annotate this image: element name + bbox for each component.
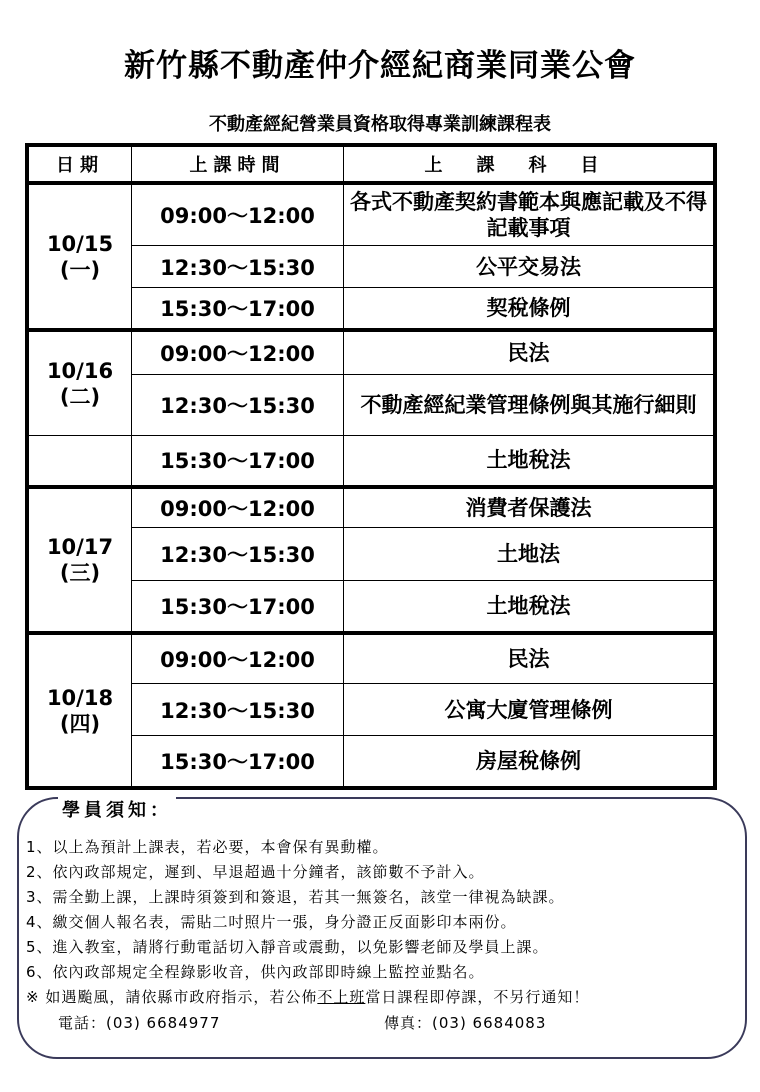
table-row [29,580,714,633]
fax-number: 傳真：(03) 6684083 [384,1014,547,1032]
date-label: 10/16 [46,358,114,383]
notice-item: 6、依內政部規定全程錄影收音，供內政部即時線上監控並點名。 [26,963,485,981]
header-time: 上課時間 [132,147,344,184]
table-row [29,436,714,487]
date-label: 10/17 [46,534,114,559]
header-subject: 上課科目 [344,147,714,184]
table-row [29,527,714,580]
page-subtitle: 不動產經紀營業員資格取得專業訓練課程表 [209,114,551,135]
date-cell [29,183,132,330]
subject-cell: 土地稅法 [344,436,714,487]
time-cell: 15:30～17:00 [132,580,344,633]
subject-cell: 消費者保護法 [344,487,714,528]
table-row [29,246,714,287]
subject-cell: 契稅條例 [344,287,714,330]
time-cell: 09:00～12:00 [132,487,344,528]
subject-cell: 土地稅法 [344,580,714,633]
time-cell: 09:00～12:00 [132,633,344,684]
table-row [29,375,714,436]
typhoon-underlined: 不上班 [317,988,366,1006]
date-label: 10/15 [46,231,114,256]
typhoon-prefix: ※ 如遇颱風，請依縣市政府指示，若公佈 [26,988,318,1006]
table-row [29,183,714,246]
time-cell: 09:00～12:00 [132,183,344,246]
subject-cell: 房屋稅條例 [344,735,714,786]
time-cell: 09:00～12:00 [132,330,344,375]
subject-cell: 公寓大廈管理條例 [344,684,714,735]
table-row [29,735,714,786]
header-date: 日期 [29,147,132,184]
table-row [29,487,714,528]
time-cell: 15:30～17:00 [132,287,344,330]
empty-date-cell [29,436,132,487]
page-title: 新竹縣不動產仲介經紀商業同業公會 [124,48,636,84]
notice-item: 3、需全勤上課，上課時須簽到和簽退，若其一無簽名，該堂一律視為缺課。 [26,888,565,906]
subject-cell: 不動產經紀業管理條例與其施行細則 [344,375,714,436]
subject-cell: 民法 [344,633,714,684]
time-cell: 15:30～17:00 [132,436,344,487]
date-cell [29,487,132,634]
table-row [29,330,714,375]
phone-number: 電話：(03) 6684977 [58,1014,221,1032]
weekday-label: (四) [59,711,101,736]
notice-title: 學員須知： [58,796,176,822]
subject-cell: 土地法 [344,527,714,580]
subject-cell: 各式不動產契約書範本與應記載及不得記載事項 [344,183,714,246]
weekday-label: (二) [59,384,101,409]
notice-item: 1、以上為預計上課表，若必要，本會保有異動權。 [26,838,389,856]
time-cell: 12:30～15:30 [132,375,344,436]
weekday-label: (三) [59,560,101,585]
notice-item: 4、繳交個人報名表，需貼二吋照片一張，身分證正反面影印本兩份。 [26,913,517,931]
typhoon-notice [26,985,746,1010]
schedule-table [25,143,717,790]
notice-item: 5、進入教室，請將行動電話切入靜音或震動，以免影響老師及學員上課。 [26,938,549,956]
table-row [29,684,714,735]
date-label: 10/18 [46,685,114,710]
subject-cell: 公平交易法 [344,246,714,287]
typhoon-suffix: 當日課程即停課，不另行通知！ [365,988,590,1006]
notice-list [26,835,746,1010]
time-cell: 15:30～17:00 [132,735,344,786]
subject-cell: 民法 [344,330,714,375]
table-row [29,287,714,330]
table-row [29,633,714,684]
time-cell: 12:30～15:30 [132,246,344,287]
weekday-label: (一) [59,257,101,282]
table-header-row [29,147,714,184]
time-cell: 12:30～15:30 [132,527,344,580]
time-cell: 12:30～15:30 [132,684,344,735]
date-cell [29,330,132,436]
date-cell [29,633,132,786]
notice-item: 2、依內政部規定，遲到、早退超過十分鐘者，該節數不予計入。 [26,863,485,881]
